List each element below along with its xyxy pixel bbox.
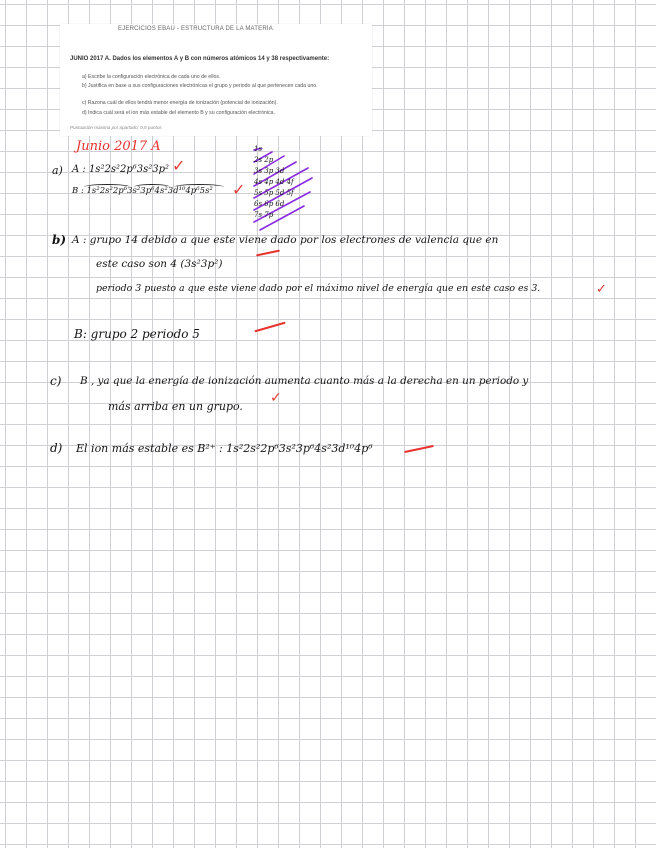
diagram-row: 6s 6p 6d [254, 200, 285, 208]
answer-a-config-B: B : 1s²2s²2p⁶3s²3p⁶4s²3d¹⁰4p⁶5s² [72, 186, 213, 196]
diagram-row: 7s 7p [254, 211, 274, 219]
question-part-a: a) Escribe la configuración electrónica de cada uno de ellos. [82, 74, 221, 80]
question-part-b: b) Justifica en base a sus configuraciones electrónicas el grupo y periodo al que pertenecen cada uno. [82, 83, 318, 89]
brace-line [174, 184, 224, 190]
check-mark-icon: ✓ [232, 180, 246, 199]
answer-d-line1: El ion más estable es B²⁺ : 1s²2s²2p⁶3s²3p⁶4s²3d¹⁰4p⁶ [76, 442, 373, 455]
answer-a-config-A: A : 1s²2s²2p⁶3s²3p² [72, 164, 170, 175]
red-underline [254, 322, 285, 333]
brace-line [84, 184, 130, 190]
diagram-row: 3s 3p 3d [254, 167, 285, 175]
answer-a-label: a) [52, 164, 63, 177]
diagram-row: 5s 5p 5d 5f [254, 189, 294, 197]
brace-line [134, 184, 170, 190]
answer-b-line3: periodo 3 puesto a que este viene dado por el máximo nivel de energía que en este caso es 3. [96, 283, 541, 294]
question-statement [70, 56, 360, 64]
answer-b-line2: este caso son 4 (3s²3p²) [96, 258, 223, 270]
answer-b-line4: B: grupo 2 periodo 5 [74, 327, 200, 341]
answer-b-line1: A : grupo 14 debido a que este viene dado por los electrones de valencia que en [72, 234, 499, 246]
red-underline [404, 445, 434, 453]
diagram-row: 1s [254, 145, 263, 153]
answer-title: Junio 2017 A [76, 139, 161, 154]
exam-question-card [60, 24, 372, 136]
red-underline [256, 250, 280, 257]
diagram-rows [254, 144, 294, 221]
answer-d-label: d) [50, 441, 63, 455]
exam-header: EJERCICIOS EBAU - ESTRUCTURA DE LA MATERIA [118, 26, 273, 32]
answer-c-line1: B , ya que la energía de ionización aumenta cuanto más a la derecha en un periodo y [80, 375, 529, 387]
check-mark-icon: ✓ [172, 156, 186, 175]
check-mark-icon: ✓ [596, 282, 607, 297]
answer-c-label: c) [50, 374, 62, 388]
question-part-c: c) Razona cuál de ellos tendrá menor energía de ionización (potencial de ionización). [82, 100, 278, 106]
answer-c-line2: más arriba en un grupo. [108, 400, 243, 413]
diagram-row: 4s 4p 4d 4f [254, 178, 294, 186]
question-label: JUNIO 2017 A. [70, 56, 111, 62]
check-mark-icon: ✓ [270, 390, 282, 406]
question-scoring: Puntuación máxima por apartado: 0,5 puntos [70, 125, 162, 130]
question-part-d: d) Indica cuál será el ion más estable del elemento B y su configuración electrónica. [82, 110, 275, 116]
aufbau-diagram [250, 145, 330, 232]
answer-b-label: b) [52, 233, 67, 247]
question-text: Dados los elementos A y B con números atómicos 14 y 38 respectivamente: [112, 56, 330, 62]
diagram-row: 2s 2p [254, 156, 274, 164]
